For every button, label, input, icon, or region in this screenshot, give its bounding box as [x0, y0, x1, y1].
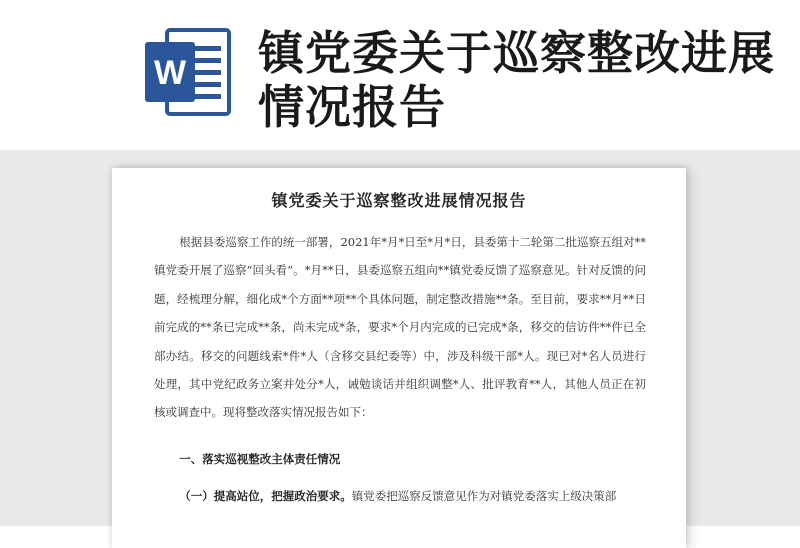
document-title: 镇党委关于巡察整改进展情况报告 [271, 191, 527, 210]
paragraph-text: 镇党委把巡察反馈意见作为对镇党委落实上级决策部 [351, 489, 617, 503]
document-page [112, 168, 686, 548]
paragraph-lead: （一）提高站位，把握政治要求。 [179, 489, 352, 503]
page-title: 镇党委关于巡察整改进展情况报告 [258, 26, 775, 134]
document-body [154, 228, 646, 427]
section-heading: 一、落实巡视整改主体责任情况 [179, 452, 341, 466]
svg-text:W: W [153, 54, 187, 92]
header-banner [0, 0, 800, 150]
word-document-icon [143, 22, 233, 122]
paragraph-intro: 根据县委巡察工作的统一部署，2021年*月*日至*月*日，县委第十二轮第二批巡察五组对**镇党委开展了巡察“回头看”。*月**日，县委巡察五组向**镇党委反馈了巡察意见。针对反馈的问题，经梳理分解，细化成*个方面**项**个具体问题，制定整改措施**条。至目前，要求**月**日前完成的**条已完成**条，尚未完成*条，要求*个月内完成的已完成*条，移交的信访件**件已全部办结。移交的问题线索*件*人（含移交县纪委等）中，涉及科级干部*人。现已对*名人员进行处理，其中党纪政务立案并处分*人，诫勉谈话并组织调整*人、批评教育**人，其他人员正在初核或调查中。现将整改落实情况报告如下： [154, 235, 646, 420]
paragraph-section-1 [154, 488, 646, 504]
